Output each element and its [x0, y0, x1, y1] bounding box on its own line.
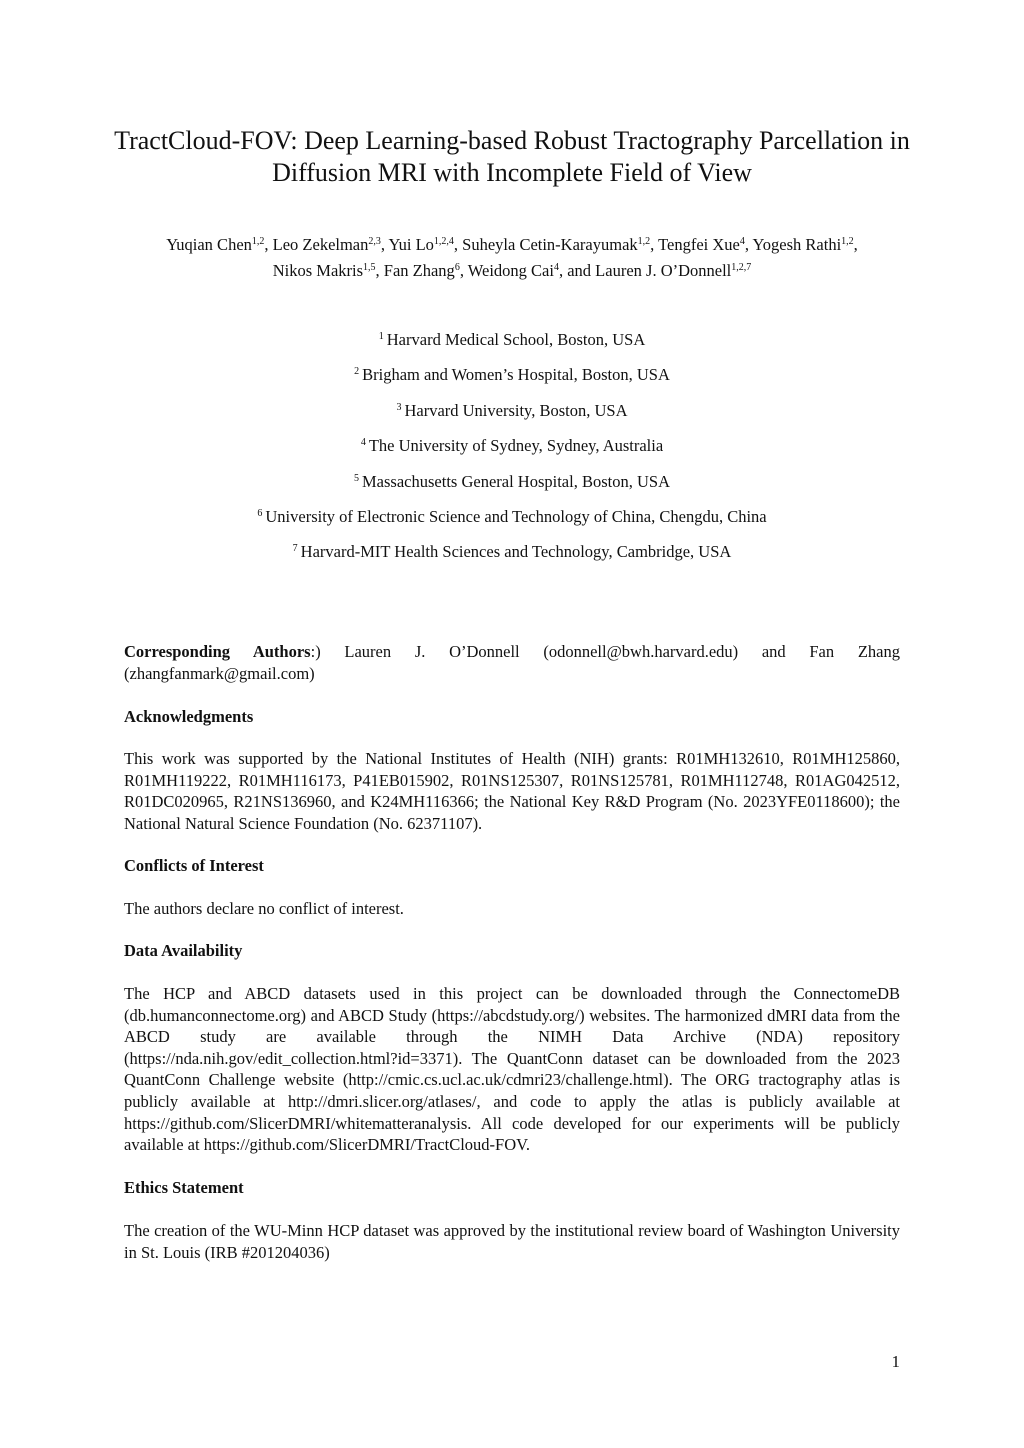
author-list [120, 232, 904, 284]
corresponding-authors [124, 641, 900, 684]
ethics-text: The creation of the WU-Minn HCP dataset was approved by the institutional review board of Washington University in St. Louis (IRB #201204036) [124, 1221, 900, 1262]
acknowledgments-text: This work was supported by the National Institutes of Health (NIH) grants: R01MH132610, R01MH125860, R01MH119222, R01MH116173, P41EB015902, R01NS125307, R01NS125781, R01MH112748, R01AG042512, R01DC020965, R21NS136960, and K24MH116366; the National Key R&D Program (No. 2023YFE0118600); the National Natural Science Foundation (No. 62371107). [124, 749, 900, 833]
author [166, 235, 264, 254]
author-name: Yui Lo [388, 235, 434, 254]
author-affil-sup: 1,2 [251, 236, 265, 247]
affiliation-number: 7 [292, 543, 298, 555]
author-affil-sup: 1,2,4 [433, 236, 454, 247]
data-availability-text: The HCP and ABCD datasets used in this project can be downloaded through the ConnectomeDB (db.humanconnectome.org) and ABCD Study (https://abcdstudy.org/) websites. The harmonized dMRI data from the ABCD study are available through the NIMH Data Archive (NDA) repository (https://nda.nih.gov/edit_collection.html?id=3371). The QuantConn dataset can be downloaded from the 2023 QuantConn Challenge website (http://cmic.cs.ucl.ac.uk/cdmri23/challenge.html). The ORG tractography atlas is publicly available at http://dmri.slicer.org/atlases/, and code to apply the atlas is publicly available at https://github.com/SlicerDMRI/whitematteranalysis. All code developed for our experiments will be publicly available at https://github.com/SlicerDMRI/TractCloud-FOV. [124, 984, 900, 1155]
affiliation [100, 362, 924, 397]
author-name: Fan Zhang [383, 261, 455, 280]
author [462, 235, 650, 254]
affiliation [100, 327, 924, 362]
author-affil-sup: 6 [454, 262, 460, 273]
affiliation-text: Harvard Medical School, Boston, USA [386, 330, 646, 349]
affiliation-text: The University of Sydney, Sydney, Australia [368, 436, 664, 456]
author-separator: , [744, 235, 753, 254]
author [595, 261, 751, 280]
author-name: Weidong Cai [467, 261, 554, 280]
affiliation [100, 539, 924, 574]
corresponding-text: :) Lauren J. O’Donnell (odonnell@bwh.harvard.edu) and Fan Zhang (zhangfanmark@gmail.com) [124, 642, 900, 683]
author-affil-sup: 1,2,7 [731, 262, 752, 273]
author [468, 261, 559, 280]
affiliation-text: Harvard-MIT Health Sciences and Technology, Cambridge, USA [300, 542, 732, 562]
author-affil-sup: 1,5 [363, 262, 376, 273]
ethics-heading: Ethics Statement [124, 1178, 244, 1197]
paper-title: TractCloud-FOV: Deep Learning-based Robust Tractography Parcellation in Diffusion MRI with Incomplete Field of View [114, 126, 910, 187]
affiliation-number: 5 [354, 472, 360, 484]
author-separator: , [453, 235, 463, 254]
author-separator: , [459, 261, 468, 280]
affiliation [100, 433, 924, 468]
affiliation-number: 1 [378, 331, 384, 342]
author [273, 235, 381, 254]
data-availability-heading: Data Availability [124, 941, 243, 960]
affiliation-number: 6 [257, 507, 263, 519]
author [753, 235, 854, 254]
author-name: Leo Zekelman [272, 235, 369, 254]
affiliation-number: 3 [396, 401, 402, 413]
affiliation-text: Massachusetts General Hospital, Boston, USA [362, 471, 670, 491]
author-separator: , [264, 235, 273, 254]
affiliation-list [100, 327, 924, 575]
affiliation-text: Harvard University, Boston, USA [404, 400, 628, 420]
affiliation [100, 398, 924, 433]
author-separator: , [650, 235, 659, 254]
author-name: Yuqian Chen [166, 235, 252, 254]
affiliation-text: University of Electronic Science and Technology of China, Chengdu, China [265, 506, 767, 526]
author-name: Yogesh Rathi [752, 235, 842, 254]
author [658, 235, 745, 254]
author-affil-sup: 1,2 [637, 236, 651, 247]
author-name: Nikos Makris [272, 261, 364, 280]
affiliation-number: 2 [354, 366, 360, 378]
author-separator: , [380, 235, 389, 254]
author-name: Lauren J. O’Donnell [595, 261, 732, 280]
author [273, 261, 376, 280]
conflicts-text: The authors declare no conflict of interest. [124, 899, 404, 918]
author-affil-sup: 2,3 [368, 236, 381, 247]
affiliation [100, 469, 924, 504]
corresponding-label: Corresponding Authors [124, 642, 311, 661]
author-separator: , [375, 261, 384, 280]
author [384, 261, 460, 280]
affiliation-number: 4 [360, 437, 366, 449]
author-separator: , [853, 235, 858, 254]
author-name: Tengfei Xue [658, 235, 740, 254]
author-separator: , and [558, 261, 596, 280]
author-affil-sup: 1,2 [841, 236, 854, 247]
page-number: 1 [891, 1352, 900, 1371]
author-affil-sup: 4 [739, 236, 745, 247]
affiliation [100, 504, 924, 539]
author-name: Suheyla Cetin-Karayumak [462, 235, 638, 254]
acknowledgments-heading: Acknowledgments [124, 707, 254, 726]
conflicts-heading: Conflicts of Interest [124, 856, 264, 875]
author-affil-sup: 4 [553, 262, 559, 273]
author [389, 235, 454, 254]
affiliation-text: Brigham and Women’s Hospital, Boston, USA [362, 365, 670, 385]
